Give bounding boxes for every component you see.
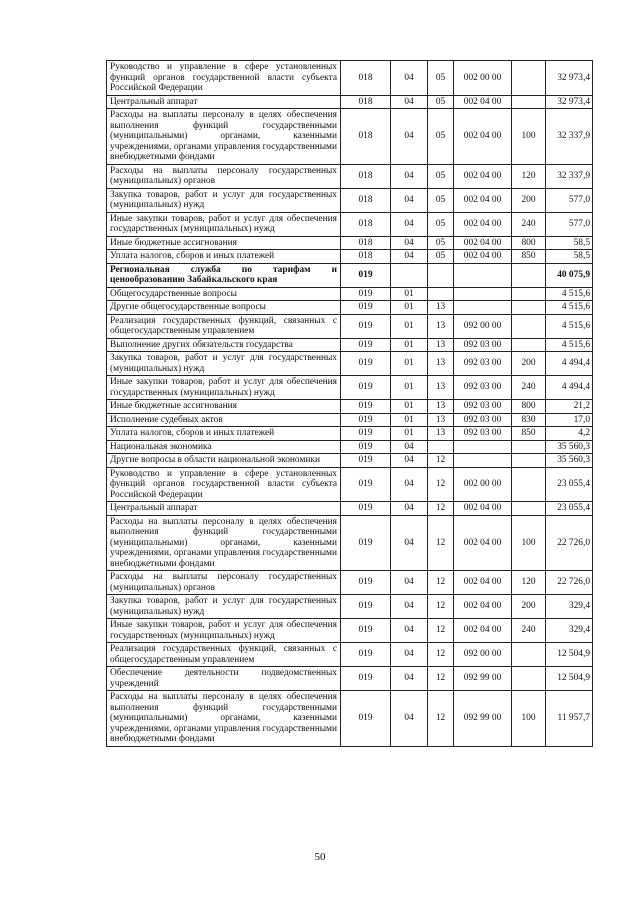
- item-name-cell: Расходы на выплаты персоналу в целях обеспечения выполнения функций государственными (муниципальными) органами, казенными учреждениями, органами управления государственными внебюджетными фондами: [107, 691, 341, 747]
- expense-type-cell: 240: [512, 376, 546, 400]
- target-article-cell: 092 03 00: [454, 400, 512, 414]
- table-row: [107, 454, 593, 468]
- item-name-cell: Расходы на выплаты персоналу государственных (муниципальных) органов: [107, 164, 341, 188]
- amount-cell: 58,5: [546, 236, 593, 250]
- subsection-code-cell: 13: [428, 427, 454, 441]
- amount-cell: 32 337,9: [546, 109, 593, 165]
- section-code-cell: 04: [391, 571, 428, 595]
- section-code-cell: 01: [391, 352, 428, 376]
- item-name-cell: Закупка товаров, работ и услуг для государственных (муниципальных) нужд: [107, 188, 341, 212]
- table-row: [107, 619, 593, 643]
- amount-cell: 32 337,9: [546, 164, 593, 188]
- subsection-code-cell: [428, 263, 454, 287]
- department-code-cell: 019: [341, 413, 391, 427]
- table-row: [107, 667, 593, 691]
- subsection-code-cell: 13: [428, 400, 454, 414]
- table-row: [107, 515, 593, 571]
- target-article-cell: [454, 287, 512, 301]
- table-row: [107, 571, 593, 595]
- expense-type-cell: [512, 263, 546, 287]
- subsection-code-cell: 05: [428, 236, 454, 250]
- department-code-cell: 019: [341, 515, 391, 571]
- department-code-cell: 018: [341, 236, 391, 250]
- expense-type-cell: [512, 338, 546, 352]
- item-name-cell: Иные закупки товаров, работ и услуг для обеспечения государственных (муниципальных) нужд: [107, 619, 341, 643]
- section-code-cell: 04: [391, 691, 428, 747]
- item-name-cell: Закупка товаров, работ и услуг для государственных (муниципальных) нужд: [107, 352, 341, 376]
- department-code-cell: 019: [341, 502, 391, 516]
- expense-type-cell: [512, 454, 546, 468]
- target-article-cell: 002 04 00: [454, 164, 512, 188]
- expense-type-cell: 240: [512, 619, 546, 643]
- section-code-cell: 04: [391, 212, 428, 236]
- expense-type-cell: 100: [512, 109, 546, 165]
- department-code-cell: 019: [341, 571, 391, 595]
- table-row: [107, 502, 593, 516]
- item-name-cell: Центральный аппарат: [107, 95, 341, 109]
- subsection-code-cell: 12: [428, 515, 454, 571]
- department-code-cell: 019: [341, 619, 391, 643]
- subsection-code-cell: 12: [428, 643, 454, 667]
- table-row: [107, 61, 593, 96]
- expense-type-cell: 200: [512, 188, 546, 212]
- amount-cell: 4,2: [546, 427, 593, 441]
- target-article-cell: 002 04 00: [454, 212, 512, 236]
- department-code-cell: 019: [341, 376, 391, 400]
- item-name-cell: Расходы на выплаты персоналу в целях обеспечения выполнения функций государственными (муниципальными) органами, казенными учреждениями, органами управления государственными внебюджетными фондами: [107, 515, 341, 571]
- subsection-code-cell: 13: [428, 352, 454, 376]
- table-row: [107, 188, 593, 212]
- department-code-cell: 019: [341, 691, 391, 747]
- department-code-cell: 018: [341, 164, 391, 188]
- table-row: [107, 467, 593, 502]
- subsection-code-cell: 05: [428, 95, 454, 109]
- section-code-cell: 04: [391, 188, 428, 212]
- item-name-cell: Центральный аппарат: [107, 502, 341, 516]
- subsection-code-cell: 13: [428, 376, 454, 400]
- amount-cell: 23 055,4: [546, 467, 593, 502]
- amount-cell: 329,4: [546, 619, 593, 643]
- amount-cell: 12 504,9: [546, 643, 593, 667]
- table-row: [107, 250, 593, 264]
- expense-type-cell: [512, 643, 546, 667]
- item-name-cell: Руководство и управление в сфере установленных функций органов государственной власти субъекта Российской Федерации: [107, 467, 341, 502]
- target-article-cell: 002 04 00: [454, 502, 512, 516]
- amount-cell: 22 726,0: [546, 571, 593, 595]
- subsection-code-cell: 05: [428, 164, 454, 188]
- expense-type-cell: 120: [512, 164, 546, 188]
- item-name-cell: Реализация государственных функций, связанных с общегосударственным управлением: [107, 314, 341, 338]
- expense-type-cell: 120: [512, 571, 546, 595]
- section-code-cell: 01: [391, 376, 428, 400]
- item-name-cell: Руководство и управление в сфере установленных функций органов государственной власти субъекта Российской Федерации: [107, 61, 341, 96]
- table-row: [107, 314, 593, 338]
- department-code-cell: 018: [341, 95, 391, 109]
- expense-type-cell: [512, 301, 546, 315]
- subsection-code-cell: 05: [428, 212, 454, 236]
- target-article-cell: [454, 263, 512, 287]
- target-article-cell: 092 00 00: [454, 314, 512, 338]
- section-code-cell: 04: [391, 164, 428, 188]
- table-row: [107, 376, 593, 400]
- amount-cell: 11 957,7: [546, 691, 593, 747]
- amount-cell: 40 075,9: [546, 263, 593, 287]
- target-article-cell: 092 03 00: [454, 338, 512, 352]
- section-code-cell: 01: [391, 287, 428, 301]
- subsection-code-cell: [428, 287, 454, 301]
- target-article-cell: [454, 440, 512, 454]
- table-row: [107, 427, 593, 441]
- item-name-cell: Другие общегосударственные вопросы: [107, 301, 341, 315]
- amount-cell: 4 494,4: [546, 376, 593, 400]
- amount-cell: 4 515,6: [546, 314, 593, 338]
- department-code-cell: 019: [341, 338, 391, 352]
- subsection-code-cell: 12: [428, 667, 454, 691]
- expense-type-cell: 850: [512, 250, 546, 264]
- section-code-cell: 04: [391, 619, 428, 643]
- section-code-cell: 04: [391, 467, 428, 502]
- subsection-code-cell: [428, 440, 454, 454]
- table-row: [107, 287, 593, 301]
- department-code-cell: 019: [341, 643, 391, 667]
- expense-type-cell: 100: [512, 691, 546, 747]
- amount-cell: 12 504,9: [546, 667, 593, 691]
- subsection-code-cell: 05: [428, 109, 454, 165]
- expense-type-cell: [512, 287, 546, 301]
- amount-cell: 23 055,4: [546, 502, 593, 516]
- department-code-cell: 019: [341, 595, 391, 619]
- item-name-cell: Уплата налогов, сборов и иных платежей: [107, 250, 341, 264]
- section-code-cell: 01: [391, 427, 428, 441]
- amount-cell: 32 973,4: [546, 61, 593, 96]
- subsection-code-cell: 12: [428, 691, 454, 747]
- subsection-code-cell: 05: [428, 250, 454, 264]
- amount-cell: 35 560,3: [546, 454, 593, 468]
- amount-cell: 35 560,3: [546, 440, 593, 454]
- expense-type-cell: [512, 667, 546, 691]
- item-name-cell: Национальная экономика: [107, 440, 341, 454]
- target-article-cell: 092 03 00: [454, 376, 512, 400]
- subsection-code-cell: 12: [428, 467, 454, 502]
- item-name-cell: Обеспечение деятельности подведомственных учреждений: [107, 667, 341, 691]
- budget-table: [106, 60, 593, 747]
- expense-type-cell: [512, 440, 546, 454]
- department-code-cell: 019: [341, 287, 391, 301]
- amount-cell: 577,0: [546, 188, 593, 212]
- section-code-cell: 01: [391, 314, 428, 338]
- target-article-cell: 002 00 00: [454, 467, 512, 502]
- amount-cell: 17,0: [546, 413, 593, 427]
- item-name-cell: Иные бюджетные ассигнования: [107, 236, 341, 250]
- target-article-cell: [454, 301, 512, 315]
- item-name-cell: Расходы на выплаты персоналу государственных (муниципальных) органов: [107, 571, 341, 595]
- department-code-cell: 019: [341, 352, 391, 376]
- target-article-cell: 002 04 00: [454, 619, 512, 643]
- item-name-cell: Закупка товаров, работ и услуг для государственных (муниципальных) нужд: [107, 595, 341, 619]
- table-row: [107, 643, 593, 667]
- amount-cell: 329,4: [546, 595, 593, 619]
- expense-type-cell: [512, 95, 546, 109]
- section-code-cell: 04: [391, 667, 428, 691]
- department-code-cell: 018: [341, 61, 391, 96]
- subsection-code-cell: 05: [428, 61, 454, 96]
- section-code-cell: 04: [391, 250, 428, 264]
- item-name-cell: Общегосударственные вопросы: [107, 287, 341, 301]
- department-code-cell: 019: [341, 667, 391, 691]
- expense-type-cell: 100: [512, 515, 546, 571]
- section-code-cell: 04: [391, 502, 428, 516]
- target-article-cell: 092 99 00: [454, 691, 512, 747]
- subsection-code-cell: 12: [428, 595, 454, 619]
- department-code-cell: 019: [341, 400, 391, 414]
- subsection-code-cell: 13: [428, 314, 454, 338]
- subsection-code-cell: 13: [428, 301, 454, 315]
- department-code-cell: 018: [341, 212, 391, 236]
- item-name-cell: Другие вопросы в области национальной экономики: [107, 454, 341, 468]
- section-code-cell: 04: [391, 595, 428, 619]
- item-name-cell: Уплата налогов, сборов и иных платежей: [107, 427, 341, 441]
- item-name-cell: Исполнение судебных актов: [107, 413, 341, 427]
- department-code-cell: 018: [341, 188, 391, 212]
- subsection-code-cell: 05: [428, 188, 454, 212]
- department-code-cell: 019: [341, 301, 391, 315]
- department-code-cell: 018: [341, 250, 391, 264]
- amount-cell: 22 726,0: [546, 515, 593, 571]
- table-row: [107, 263, 593, 287]
- expense-type-cell: [512, 467, 546, 502]
- subsection-code-cell: 13: [428, 413, 454, 427]
- section-code-cell: 04: [391, 109, 428, 165]
- table-row: [107, 236, 593, 250]
- amount-cell: 4 515,6: [546, 287, 593, 301]
- subsection-code-cell: 12: [428, 571, 454, 595]
- expense-type-cell: 200: [512, 352, 546, 376]
- section-code-cell: [391, 263, 428, 287]
- section-code-cell: 01: [391, 301, 428, 315]
- item-name-cell: Региональная служба по тарифам и ценообразованию Забайкальского края: [107, 263, 341, 287]
- department-code-cell: 018: [341, 109, 391, 165]
- item-name-cell: Выполнение других обязательств государства: [107, 338, 341, 352]
- table-row: [107, 440, 593, 454]
- item-name-cell: Иные бюджетные ассигнования: [107, 400, 341, 414]
- item-name-cell: Иные закупки товаров, работ и услуг для обеспечения государственных (муниципальных) нужд: [107, 212, 341, 236]
- subsection-code-cell: 12: [428, 454, 454, 468]
- page-number: 50: [314, 851, 326, 863]
- expense-type-cell: 800: [512, 400, 546, 414]
- table-row: [107, 595, 593, 619]
- section-code-cell: 04: [391, 454, 428, 468]
- target-article-cell: 002 04 00: [454, 595, 512, 619]
- section-code-cell: 04: [391, 95, 428, 109]
- amount-cell: 32 973,4: [546, 95, 593, 109]
- table-row: [107, 400, 593, 414]
- department-code-cell: 019: [341, 314, 391, 338]
- section-code-cell: 04: [391, 236, 428, 250]
- table-row: [107, 301, 593, 315]
- target-article-cell: 002 04 00: [454, 109, 512, 165]
- table-row: [107, 691, 593, 747]
- target-article-cell: 092 00 00: [454, 643, 512, 667]
- expense-type-cell: 240: [512, 212, 546, 236]
- section-code-cell: 01: [391, 400, 428, 414]
- section-code-cell: 04: [391, 440, 428, 454]
- item-name-cell: Реализация государственных функций, связанных с общегосударственным управлением: [107, 643, 341, 667]
- subsection-code-cell: 12: [428, 502, 454, 516]
- subsection-code-cell: 13: [428, 338, 454, 352]
- table-row: [107, 352, 593, 376]
- table-row: [107, 95, 593, 109]
- expense-type-cell: 850: [512, 427, 546, 441]
- department-code-cell: 019: [341, 454, 391, 468]
- section-code-cell: 04: [391, 61, 428, 96]
- target-article-cell: 002 04 00: [454, 515, 512, 571]
- expense-type-cell: [512, 314, 546, 338]
- section-code-cell: 04: [391, 515, 428, 571]
- department-code-cell: 019: [341, 263, 391, 287]
- section-code-cell: 01: [391, 413, 428, 427]
- table-row: [107, 212, 593, 236]
- amount-cell: 4 515,6: [546, 338, 593, 352]
- table-row: [107, 164, 593, 188]
- section-code-cell: 01: [391, 338, 428, 352]
- amount-cell: 4 494,4: [546, 352, 593, 376]
- expense-type-cell: 830: [512, 413, 546, 427]
- target-article-cell: 002 00 00: [454, 61, 512, 96]
- subsection-code-cell: 12: [428, 619, 454, 643]
- target-article-cell: 092 99 00: [454, 667, 512, 691]
- expense-type-cell: 800: [512, 236, 546, 250]
- item-name-cell: Иные закупки товаров, работ и услуг для обеспечения государственных (муниципальных) нужд: [107, 376, 341, 400]
- expense-type-cell: 200: [512, 595, 546, 619]
- expense-type-cell: [512, 61, 546, 96]
- target-article-cell: 002 04 00: [454, 188, 512, 212]
- department-code-cell: 019: [341, 440, 391, 454]
- target-article-cell: [454, 454, 512, 468]
- section-code-cell: 04: [391, 643, 428, 667]
- target-article-cell: 002 04 00: [454, 95, 512, 109]
- amount-cell: 4 515,6: [546, 301, 593, 315]
- target-article-cell: 092 03 00: [454, 352, 512, 376]
- table-row: [107, 338, 593, 352]
- department-code-cell: 019: [341, 427, 391, 441]
- target-article-cell: 002 04 00: [454, 571, 512, 595]
- target-article-cell: 002 04 00: [454, 250, 512, 264]
- table-body: [107, 61, 593, 747]
- target-article-cell: 092 03 00: [454, 413, 512, 427]
- table-row: [107, 413, 593, 427]
- target-article-cell: 002 04 00: [454, 236, 512, 250]
- amount-cell: 21,2: [546, 400, 593, 414]
- amount-cell: 577,0: [546, 212, 593, 236]
- target-article-cell: 092 03 00: [454, 427, 512, 441]
- department-code-cell: 019: [341, 467, 391, 502]
- table-row: [107, 109, 593, 165]
- item-name-cell: Расходы на выплаты персоналу в целях обеспечения выполнения функций государственными (муниципальными) органами, казенными учреждениями, органами управления государственными внебюджетными фондами: [107, 109, 341, 165]
- amount-cell: 58,5: [546, 250, 593, 264]
- expense-type-cell: [512, 502, 546, 516]
